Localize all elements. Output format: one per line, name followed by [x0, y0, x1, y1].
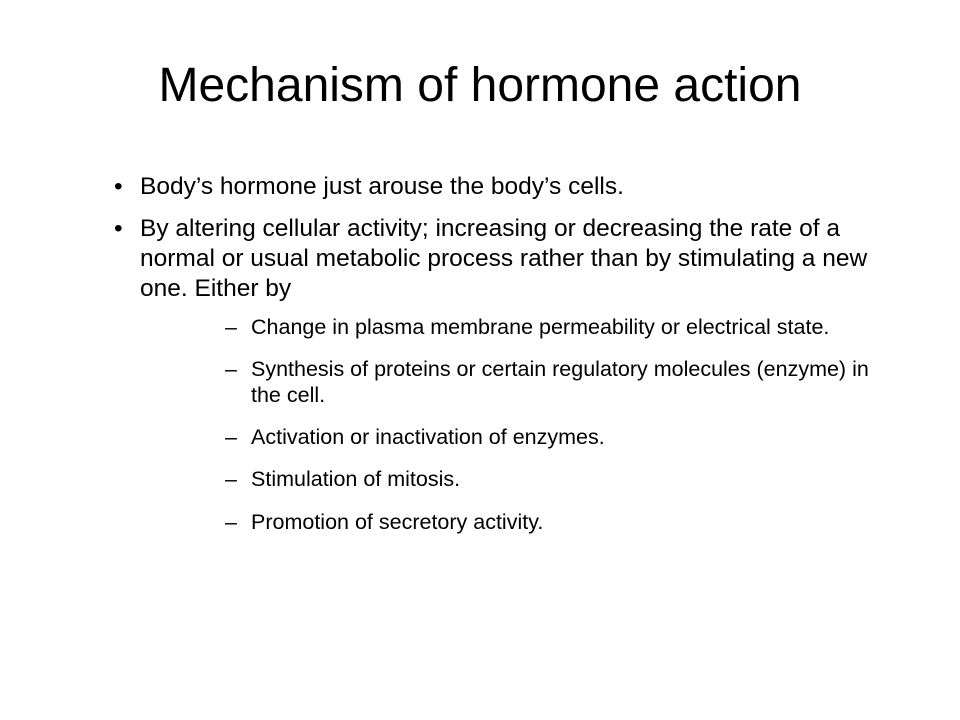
bullet-item — [114, 214, 894, 535]
sub-bullet-marker: – — [225, 314, 237, 339]
sub-bullet-item — [114, 509, 894, 535]
sub-bullet-item — [114, 466, 894, 492]
sub-bullet-marker: – — [225, 425, 237, 450]
slide-content — [114, 172, 894, 551]
sub-bullet-marker: – — [225, 509, 237, 534]
bullet-item — [114, 172, 894, 202]
bullet-list — [114, 172, 894, 535]
sub-bullet-text: Promotion of secretory activity. — [251, 509, 544, 534]
sub-bullet-item — [114, 424, 894, 450]
sub-bullet-list — [114, 314, 894, 535]
sub-bullet-text: Synthesis of proteins or certain regulatory molecules (enzyme) in the cell. — [251, 356, 869, 407]
sub-bullet-marker: – — [225, 356, 237, 381]
sub-bullet-item — [114, 314, 894, 340]
sub-bullet-text: Activation or inactivation of enzymes. — [251, 425, 605, 450]
sub-bullet-item — [114, 356, 894, 408]
sub-bullet-text: Stimulation of mitosis. — [251, 467, 461, 492]
bullet-text: By altering cellular activity; increasing or decreasing the rate of a normal or usual metabolic process rather than by stimulating a new one. Either by — [140, 214, 868, 302]
sub-bullet-marker: – — [225, 467, 237, 492]
slide-title: Mechanism of hormone action — [158, 59, 802, 112]
bullet-marker: • — [114, 214, 123, 242]
bullet-text: Body’s hormone just arouse the body’s cells. — [140, 173, 624, 200]
sub-bullet-text: Change in plasma membrane permeability or electrical state. — [251, 314, 830, 339]
bullet-marker: • — [114, 173, 123, 200]
